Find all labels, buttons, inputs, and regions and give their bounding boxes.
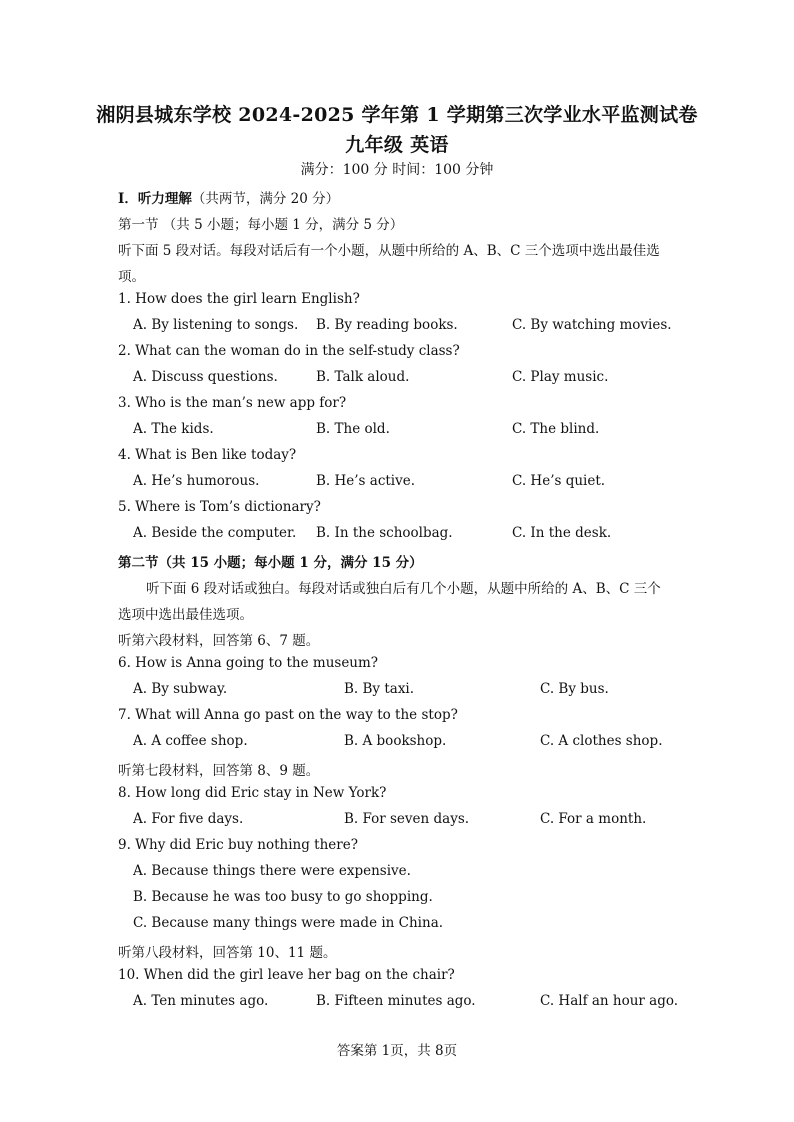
question-text: 9. Why did Eric buy nothing there?: [118, 837, 358, 853]
part1-instructions-line1: 听下面 5 段对话。每段对话后有一个小题，从题中所给的 A、B、C 三个选项中选出最佳选: [118, 243, 660, 259]
question-text: 5. Where is Tom’s dictionary?: [118, 499, 321, 515]
option-a: A. By subway.: [133, 681, 228, 697]
option-a: A. For five days.: [133, 811, 244, 827]
section1-heading-rest: （共两节，满分 20 分）: [191, 191, 340, 207]
option-c: C. In the desk.: [512, 525, 612, 541]
question-text: 3. Who is the man’s new app for?: [118, 395, 347, 411]
option-b: B. Fifteen minutes ago.: [316, 993, 476, 1009]
option-b: B. By taxi.: [344, 681, 415, 697]
option-c: C. By watching movies.: [512, 317, 672, 333]
part2-instructions-line1: 听下面 6 段对话或独白。每段对话或独白后有几个小题，从题中所给的 A、B、C 三个: [146, 581, 661, 597]
option-c: C. For a month.: [540, 811, 647, 827]
option-c: C. By bus.: [540, 681, 609, 697]
option-a: A. By listening to songs.: [133, 317, 299, 333]
score-time-info: 满分：100 分 时间：100 分钟: [300, 162, 494, 178]
question-text: 6. How is Anna going to the museum?: [118, 655, 379, 671]
material-label: 听第七段材料，回答第 8、9 题。: [118, 763, 320, 779]
option-c: C. He’s quiet.: [512, 473, 606, 489]
option-a: A. Ten minutes ago.: [133, 993, 269, 1009]
option-c: C. Half an hour ago.: [540, 993, 679, 1009]
option-c: C. Play music.: [512, 369, 609, 385]
part1-instructions-line2: 项。: [118, 269, 145, 285]
part2-title: 第二节（共 15 小题；每小题 1 分，满分 15 分）: [118, 555, 423, 571]
part2-instructions-line2: 选项中选出最佳选项。: [118, 607, 253, 623]
option-b: B. Because he was too busy to go shopping.: [133, 889, 433, 905]
option-b: B. He’s active.: [316, 473, 416, 489]
question-text: 7. What will Anna go past on the way to the stop?: [118, 707, 458, 723]
option-a: A. Beside the computer.: [133, 525, 297, 541]
option-a: A. Discuss questions.: [133, 369, 278, 385]
question-text: 1. How does the girl learn English?: [118, 291, 360, 307]
option-a: A. The kids.: [133, 421, 214, 437]
option-b: B. In the schoolbag.: [316, 525, 453, 541]
option-c: C. A clothes shop.: [540, 733, 663, 749]
option-c: C. Because many things were made in China.: [133, 915, 444, 931]
option-a: A. A coffee shop.: [133, 733, 248, 749]
exam-title: 湘阴县城东学校 2024-2025 学年第 1 学期第三次学业水平监测试卷: [96, 104, 698, 126]
question-text: 8. How long did Eric stay in New York?: [118, 785, 387, 801]
question-text: 2. What can the woman do in the self-study class?: [118, 343, 460, 359]
exam-subtitle: 九年级 英语: [345, 134, 449, 156]
part1-title: 第一节 （共 5 小题；每小题 1 分，满分 5 分）: [118, 217, 404, 233]
option-a: A. Because things there were expensive.: [133, 863, 411, 879]
page-footer: 答案第 1页，共 8页: [336, 1043, 458, 1059]
option-b: B. A bookshop.: [344, 733, 447, 749]
option-b: B. Talk aloud.: [316, 369, 410, 385]
material-label: 听第八段材料，回答第 10、11 题。: [118, 945, 337, 961]
section1-heading-bold: I．听力理解: [118, 191, 192, 207]
option-b: B. For seven days.: [344, 811, 470, 827]
option-a: A. He’s humorous.: [133, 473, 260, 489]
question-text: 10. When did the girl leave her bag on the chair?: [118, 967, 455, 983]
option-b: B. By reading books.: [316, 317, 458, 333]
option-b: B. The old.: [316, 421, 390, 437]
question-text: 4. What is Ben like today?: [118, 447, 297, 463]
option-c: C. The blind.: [512, 421, 600, 437]
section1-heading: [118, 187, 339, 207]
material-label: 听第六段材料，回答第 6、7 题。: [118, 633, 320, 649]
